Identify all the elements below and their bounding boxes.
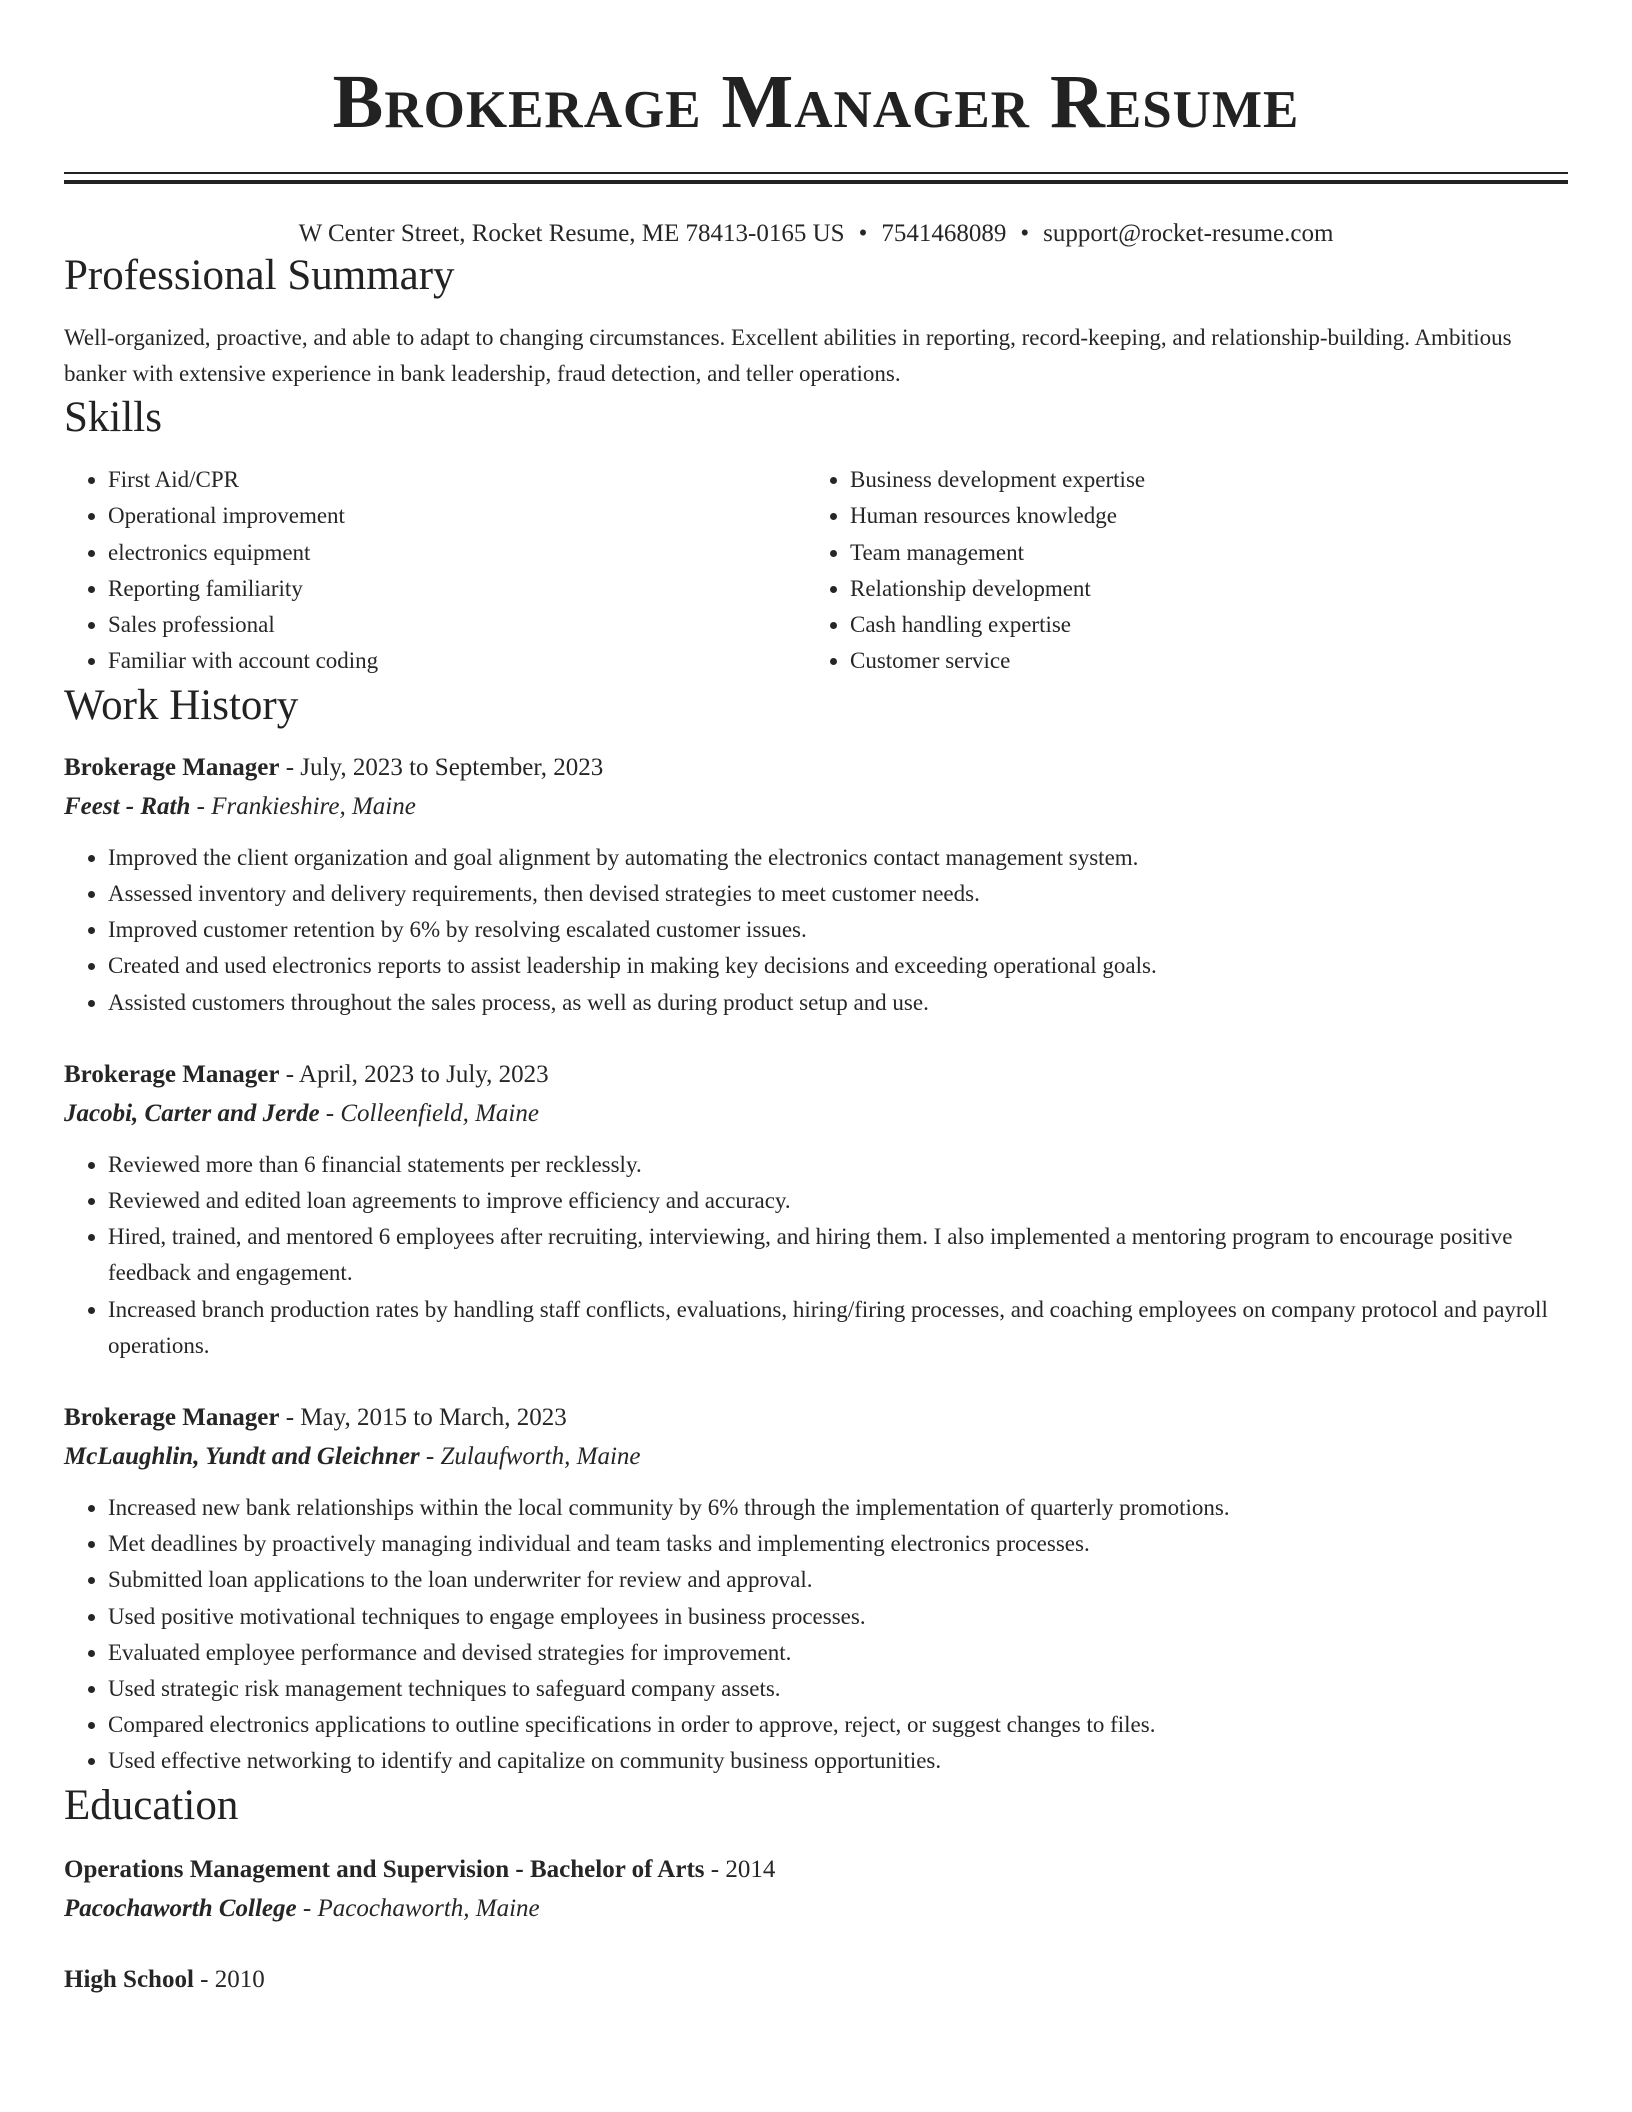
skill-item: • Reporting familiarity bbox=[108, 571, 806, 607]
job-bullet: • Reviewed and edited loan agreements to improve efficiency and accuracy. bbox=[108, 1183, 1568, 1219]
job-bullet: • Used strategic risk management techniques to safeguard company assets. bbox=[108, 1671, 1568, 1707]
summary-text: Well-organized, proactive, and able to adapt to changing circumstances. Excellent abilities in reporting, record-keeping, and relationship-building. Ambitious banker with extensive experience in bank leadership, fraud detection, and teller operations. bbox=[64, 325, 1512, 386]
contact-separator: • bbox=[858, 220, 868, 247]
education-heading: Education bbox=[64, 1781, 239, 1829]
skill-item: • Operational improvement bbox=[108, 498, 806, 534]
job-entry bbox=[64, 748, 1568, 1021]
skill-item: • Business development expertise bbox=[850, 462, 1548, 498]
job-title: Brokerage Manager bbox=[64, 1060, 280, 1088]
job-dates: - April, 2023 to July, 2023 bbox=[279, 1060, 549, 1088]
skill-item: • Relationship development bbox=[850, 571, 1548, 607]
title-divider-bottom bbox=[64, 180, 1568, 184]
skill-item: • Sales professional bbox=[108, 607, 806, 643]
job-bullet: • Improved customer retention by 6% by resolving escalated customer issues. bbox=[108, 912, 1568, 948]
job-title: Brokerage Manager bbox=[64, 753, 280, 781]
contact-address: W Center Street, Rocket Resume, ME 78413-0165 US bbox=[298, 220, 845, 247]
work-history-heading: Work History bbox=[64, 681, 299, 729]
job-bullet: • Assisted customers throughout the sales process, as well as during product setup and use. bbox=[108, 985, 1568, 1021]
skills-list bbox=[64, 462, 1568, 680]
job-bullets bbox=[64, 840, 1568, 1021]
job-location: - Zulaufworth, Maine bbox=[419, 1443, 641, 1471]
job-bullets bbox=[64, 1490, 1568, 1780]
education-school-line bbox=[64, 1890, 1568, 1928]
job-title-line bbox=[64, 1398, 1568, 1438]
job-company-line bbox=[64, 1438, 1568, 1476]
skill-item: • Team management bbox=[850, 535, 1548, 571]
job-bullets bbox=[64, 1147, 1568, 1364]
contact-line bbox=[64, 218, 1568, 250]
education-year: - 2014 bbox=[704, 1855, 776, 1883]
job-bullet: • Assessed inventory and delivery requirements, then devised strategies to meet customer needs. bbox=[108, 876, 1568, 912]
education-degree-line bbox=[64, 1850, 1568, 1890]
education-degree-line bbox=[64, 1960, 1568, 2000]
skill-item: • Customer service bbox=[850, 643, 1548, 679]
job-bullet: • Used positive motivational techniques to engage employees in business processes. bbox=[108, 1599, 1568, 1635]
contact-separator: • bbox=[1020, 220, 1030, 247]
job-bullet: • Hired, trained, and mentored 6 employees after recruiting, interviewing, and hiring them. I also implemented a mentoring program to encourage positive feedback and engagement. bbox=[108, 1219, 1568, 1291]
skill-item: • Cash handling expertise bbox=[850, 607, 1548, 643]
skills-column-right bbox=[806, 462, 1548, 680]
skills-column-left bbox=[64, 462, 806, 680]
job-title: Brokerage Manager bbox=[64, 1404, 280, 1432]
job-bullet: • Increased branch production rates by handling staff conflicts, evaluations, hiring/firing processes, and coaching employees on company protocol and payroll operations. bbox=[108, 1292, 1568, 1364]
education-year: - 2010 bbox=[193, 1965, 265, 1993]
job-company: McLaughlin, Yundt and Gleichner bbox=[64, 1443, 420, 1471]
job-location: - Colleenfield, Maine bbox=[319, 1099, 539, 1127]
job-bullet: • Evaluated employee performance and devised strategies for improvement. bbox=[108, 1635, 1568, 1671]
job-bullet: • Increased new bank relationships within the local community by 6% through the implementation of quarterly promotions. bbox=[108, 1490, 1568, 1526]
skill-item: • electronics equipment bbox=[108, 535, 806, 571]
education-degree: High School bbox=[64, 1965, 194, 1993]
job-company: Feest - Rath bbox=[64, 792, 191, 820]
job-bullet: • Submitted loan applications to the loan underwriter for review and approval. bbox=[108, 1562, 1568, 1598]
resume-title: Brokerage Manager Resume bbox=[332, 60, 1300, 144]
resume-page bbox=[64, 0, 1568, 2000]
skill-item: • First Aid/CPR bbox=[108, 462, 806, 498]
education-school: Pacochaworth College bbox=[64, 1894, 297, 1922]
job-company-line bbox=[64, 788, 1568, 826]
skills-heading: Skills bbox=[64, 394, 162, 441]
job-bullet: • Met deadlines by proactively managing individual and team tasks and implementing electronics processes. bbox=[108, 1526, 1568, 1562]
summary-heading: Professional Summary bbox=[64, 252, 455, 299]
job-dates: - May, 2015 to March, 2023 bbox=[279, 1404, 567, 1432]
title-divider-top bbox=[64, 172, 1568, 174]
education-location: - Pacochaworth, Maine bbox=[296, 1894, 540, 1922]
contact-email: support@rocket-resume.com bbox=[1043, 220, 1334, 247]
skill-item: • Human resources knowledge bbox=[850, 498, 1548, 534]
job-company: Jacobi, Carter and Jerde bbox=[64, 1099, 320, 1127]
job-entry bbox=[64, 1398, 1568, 1780]
job-title-line bbox=[64, 1055, 1568, 1095]
skill-item: • Familiar with account coding bbox=[108, 643, 806, 679]
job-bullet: • Compared electronics applications to outline specifications in order to approve, reject, or suggest changes to files. bbox=[108, 1707, 1568, 1743]
contact-phone: 7541468089 bbox=[881, 220, 1007, 247]
job-location: - Frankieshire, Maine bbox=[190, 792, 416, 820]
job-bullet: • Created and used electronics reports to assist leadership in making key decisions and exceeding operational goals. bbox=[108, 948, 1568, 984]
job-company-line bbox=[64, 1095, 1568, 1133]
job-bullet: • Reviewed more than 6 financial statements per recklessly. bbox=[108, 1147, 1568, 1183]
job-bullet: • Used effective networking to identify and capitalize on community business opportunities. bbox=[108, 1743, 1568, 1779]
job-bullet: • Improved the client organization and goal alignment by automating the electronics contact management system. bbox=[108, 840, 1568, 876]
job-dates: - July, 2023 to September, 2023 bbox=[279, 753, 604, 781]
job-title-line bbox=[64, 748, 1568, 788]
job-entry bbox=[64, 1055, 1568, 1364]
education-degree: Operations Management and Supervision - Bachelor of Arts bbox=[64, 1855, 705, 1883]
